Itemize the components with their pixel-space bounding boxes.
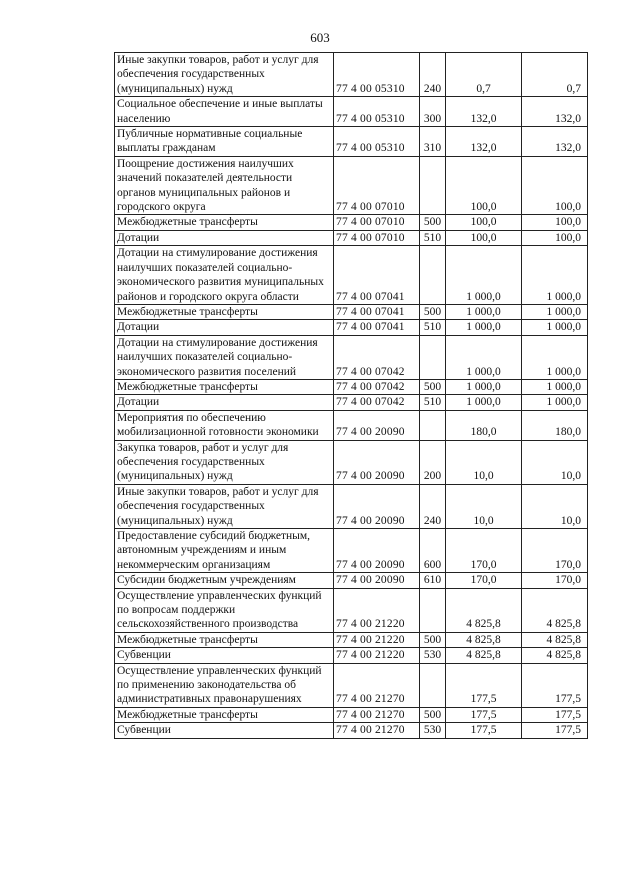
- row-value-1-cell: 1 000,0: [446, 304, 522, 319]
- row-code-cell: 77 4 00 07041: [334, 304, 420, 319]
- row-name-cell: Межбюджетные трансферты: [115, 304, 334, 319]
- table-row: [115, 246, 588, 305]
- row-name-cell: Дотации: [115, 320, 334, 335]
- budget-table: [114, 52, 588, 739]
- row-value-2-cell: 170,0: [522, 529, 588, 573]
- table-row: [115, 127, 588, 157]
- row-value-1-cell: 170,0: [446, 573, 522, 588]
- table-row: [115, 320, 588, 335]
- row-value-1-cell: 4 825,8: [446, 632, 522, 647]
- row-code-cell: 77 4 00 20090: [334, 410, 420, 440]
- table-row: [115, 97, 588, 127]
- table-row: [115, 304, 588, 319]
- row-expense-type-cell: 600: [420, 529, 446, 573]
- row-value-2-cell: 180,0: [522, 410, 588, 440]
- row-value-2-cell: 0,7: [522, 53, 588, 97]
- row-value-1-cell: 4 825,8: [446, 588, 522, 632]
- row-expense-type-cell: 500: [420, 379, 446, 394]
- row-value-2-cell: 100,0: [522, 156, 588, 215]
- table-row: [115, 648, 588, 663]
- row-value-1-cell: 100,0: [446, 156, 522, 215]
- table-row: [115, 410, 588, 440]
- row-code-cell: 77 4 00 20090: [334, 573, 420, 588]
- row-code-cell: 77 4 00 21270: [334, 663, 420, 707]
- row-code-cell: 77 4 00 21270: [334, 723, 420, 738]
- row-name-cell: Мероприятия по обеспечению мобилизационной готовности экономики: [115, 410, 334, 440]
- row-code-cell: 77 4 00 07042: [334, 395, 420, 410]
- row-name-cell: Субсидии бюджетным учреждениям: [115, 573, 334, 588]
- row-name-cell: Закупка товаров, работ и услуг для обеспечения государственных (муниципальных) нужд: [115, 440, 334, 484]
- row-value-2-cell: 100,0: [522, 215, 588, 230]
- table-row: [115, 707, 588, 722]
- row-name-cell: Поощрение достижения наилучших значений показателей деятельности органов муниципальных районов и городского округа: [115, 156, 334, 215]
- row-expense-type-cell: [420, 335, 446, 379]
- row-expense-type-cell: 240: [420, 53, 446, 97]
- row-value-1-cell: 1 000,0: [446, 246, 522, 305]
- row-name-cell: Социальное обеспечение и иные выплаты населению: [115, 97, 334, 127]
- row-value-1-cell: 180,0: [446, 410, 522, 440]
- row-value-1-cell: 1 000,0: [446, 320, 522, 335]
- table-row: [115, 440, 588, 484]
- row-code-cell: 77 4 00 07010: [334, 230, 420, 245]
- row-value-1-cell: 10,0: [446, 440, 522, 484]
- row-code-cell: 77 4 00 07010: [334, 215, 420, 230]
- table-row: [115, 573, 588, 588]
- row-expense-type-cell: 300: [420, 97, 446, 127]
- row-name-cell: Межбюджетные трансферты: [115, 707, 334, 722]
- row-code-cell: 77 4 00 20090: [334, 484, 420, 528]
- row-value-1-cell: 177,5: [446, 707, 522, 722]
- row-name-cell: Публичные нормативные социальные выплаты гражданам: [115, 127, 334, 157]
- row-value-2-cell: 10,0: [522, 484, 588, 528]
- table-row: [115, 379, 588, 394]
- row-expense-type-cell: 610: [420, 573, 446, 588]
- row-value-1-cell: 170,0: [446, 529, 522, 573]
- row-name-cell: Осуществление управленческих функций по вопросам поддержки сельскохозяйственного производства: [115, 588, 334, 632]
- row-expense-type-cell: 510: [420, 230, 446, 245]
- row-value-2-cell: 4 825,8: [522, 648, 588, 663]
- row-name-cell: Дотации на стимулирование достижения наилучших показателей социально-экономического развития муниципальных районов и городского округа области: [115, 246, 334, 305]
- row-expense-type-cell: [420, 246, 446, 305]
- table-row: [115, 156, 588, 215]
- table-row: [115, 723, 588, 738]
- row-expense-type-cell: 240: [420, 484, 446, 528]
- row-code-cell: 77 4 00 07041: [334, 246, 420, 305]
- row-name-cell: Межбюджетные трансферты: [115, 632, 334, 647]
- row-value-1-cell: 177,5: [446, 663, 522, 707]
- row-expense-type-cell: [420, 663, 446, 707]
- row-value-2-cell: 1 000,0: [522, 304, 588, 319]
- table-row: [115, 663, 588, 707]
- budget-table-body: [115, 53, 588, 739]
- row-expense-type-cell: 310: [420, 127, 446, 157]
- row-expense-type-cell: 500: [420, 304, 446, 319]
- row-value-1-cell: 100,0: [446, 215, 522, 230]
- row-name-cell: Предоставление субсидий бюджетным, автономным учреждениям и иным некоммерческим организациям: [115, 529, 334, 573]
- row-value-2-cell: 177,5: [522, 663, 588, 707]
- row-name-cell: Субвенции: [115, 648, 334, 663]
- row-expense-type-cell: [420, 156, 446, 215]
- row-code-cell: 77 4 00 07041: [334, 320, 420, 335]
- row-value-2-cell: 1 000,0: [522, 246, 588, 305]
- row-value-2-cell: 170,0: [522, 573, 588, 588]
- row-value-2-cell: 1 000,0: [522, 395, 588, 410]
- row-value-1-cell: 4 825,8: [446, 648, 522, 663]
- row-name-cell: Межбюджетные трансферты: [115, 379, 334, 394]
- row-expense-type-cell: 500: [420, 707, 446, 722]
- row-expense-type-cell: 500: [420, 215, 446, 230]
- row-value-1-cell: 132,0: [446, 127, 522, 157]
- row-name-cell: Осуществление управленческих функций по применению законодательства об административных правонарушениях: [115, 663, 334, 707]
- row-name-cell: Иные закупки товаров, работ и услуг для обеспечения государственных (муниципальных) нужд: [115, 53, 334, 97]
- row-value-1-cell: 100,0: [446, 230, 522, 245]
- table-row: [115, 484, 588, 528]
- row-name-cell: Дотации на стимулирование достижения наилучших показателей социально-экономического развития поселений: [115, 335, 334, 379]
- row-value-2-cell: 1 000,0: [522, 320, 588, 335]
- row-expense-type-cell: [420, 588, 446, 632]
- row-value-1-cell: 132,0: [446, 97, 522, 127]
- row-code-cell: 77 4 00 05310: [334, 127, 420, 157]
- row-value-2-cell: 132,0: [522, 127, 588, 157]
- row-value-1-cell: 1 000,0: [446, 335, 522, 379]
- row-value-1-cell: 1 000,0: [446, 379, 522, 394]
- row-value-2-cell: 100,0: [522, 230, 588, 245]
- table-row: [115, 588, 588, 632]
- row-expense-type-cell: 510: [420, 395, 446, 410]
- row-code-cell: 77 4 00 05310: [334, 53, 420, 97]
- row-value-1-cell: 1 000,0: [446, 395, 522, 410]
- table-row: [115, 230, 588, 245]
- row-value-2-cell: 1 000,0: [522, 335, 588, 379]
- row-expense-type-cell: 500: [420, 632, 446, 647]
- table-row: [115, 335, 588, 379]
- row-expense-type-cell: [420, 410, 446, 440]
- row-value-2-cell: 177,5: [522, 707, 588, 722]
- table-row: [115, 529, 588, 573]
- row-value-2-cell: 10,0: [522, 440, 588, 484]
- row-name-cell: Дотации: [115, 230, 334, 245]
- row-code-cell: 77 4 00 07042: [334, 335, 420, 379]
- row-code-cell: 77 4 00 21220: [334, 632, 420, 647]
- row-name-cell: Иные закупки товаров, работ и услуг для обеспечения государственных (муниципальных) нужд: [115, 484, 334, 528]
- row-value-2-cell: 132,0: [522, 97, 588, 127]
- row-expense-type-cell: 200: [420, 440, 446, 484]
- row-code-cell: 77 4 00 21220: [334, 588, 420, 632]
- row-code-cell: 77 4 00 05310: [334, 97, 420, 127]
- row-value-1-cell: 10,0: [446, 484, 522, 528]
- row-value-2-cell: 4 825,8: [522, 632, 588, 647]
- row-code-cell: 77 4 00 20090: [334, 440, 420, 484]
- row-value-2-cell: 4 825,8: [522, 588, 588, 632]
- row-value-1-cell: 0,7: [446, 53, 522, 97]
- row-value-2-cell: 177,5: [522, 723, 588, 738]
- table-row: [115, 632, 588, 647]
- row-name-cell: Субвенции: [115, 723, 334, 738]
- row-name-cell: Дотации: [115, 395, 334, 410]
- row-code-cell: 77 4 00 07010: [334, 156, 420, 215]
- row-expense-type-cell: 530: [420, 723, 446, 738]
- row-value-1-cell: 177,5: [446, 723, 522, 738]
- row-code-cell: 77 4 00 20090: [334, 529, 420, 573]
- row-code-cell: 77 4 00 07042: [334, 379, 420, 394]
- row-code-cell: 77 4 00 21220: [334, 648, 420, 663]
- page-number: 603: [310, 30, 330, 45]
- row-value-2-cell: 1 000,0: [522, 379, 588, 394]
- row-expense-type-cell: 510: [420, 320, 446, 335]
- row-code-cell: 77 4 00 21270: [334, 707, 420, 722]
- table-row: [115, 395, 588, 410]
- row-expense-type-cell: 530: [420, 648, 446, 663]
- table-row: [115, 53, 588, 97]
- row-name-cell: Межбюджетные трансферты: [115, 215, 334, 230]
- table-row: [115, 215, 588, 230]
